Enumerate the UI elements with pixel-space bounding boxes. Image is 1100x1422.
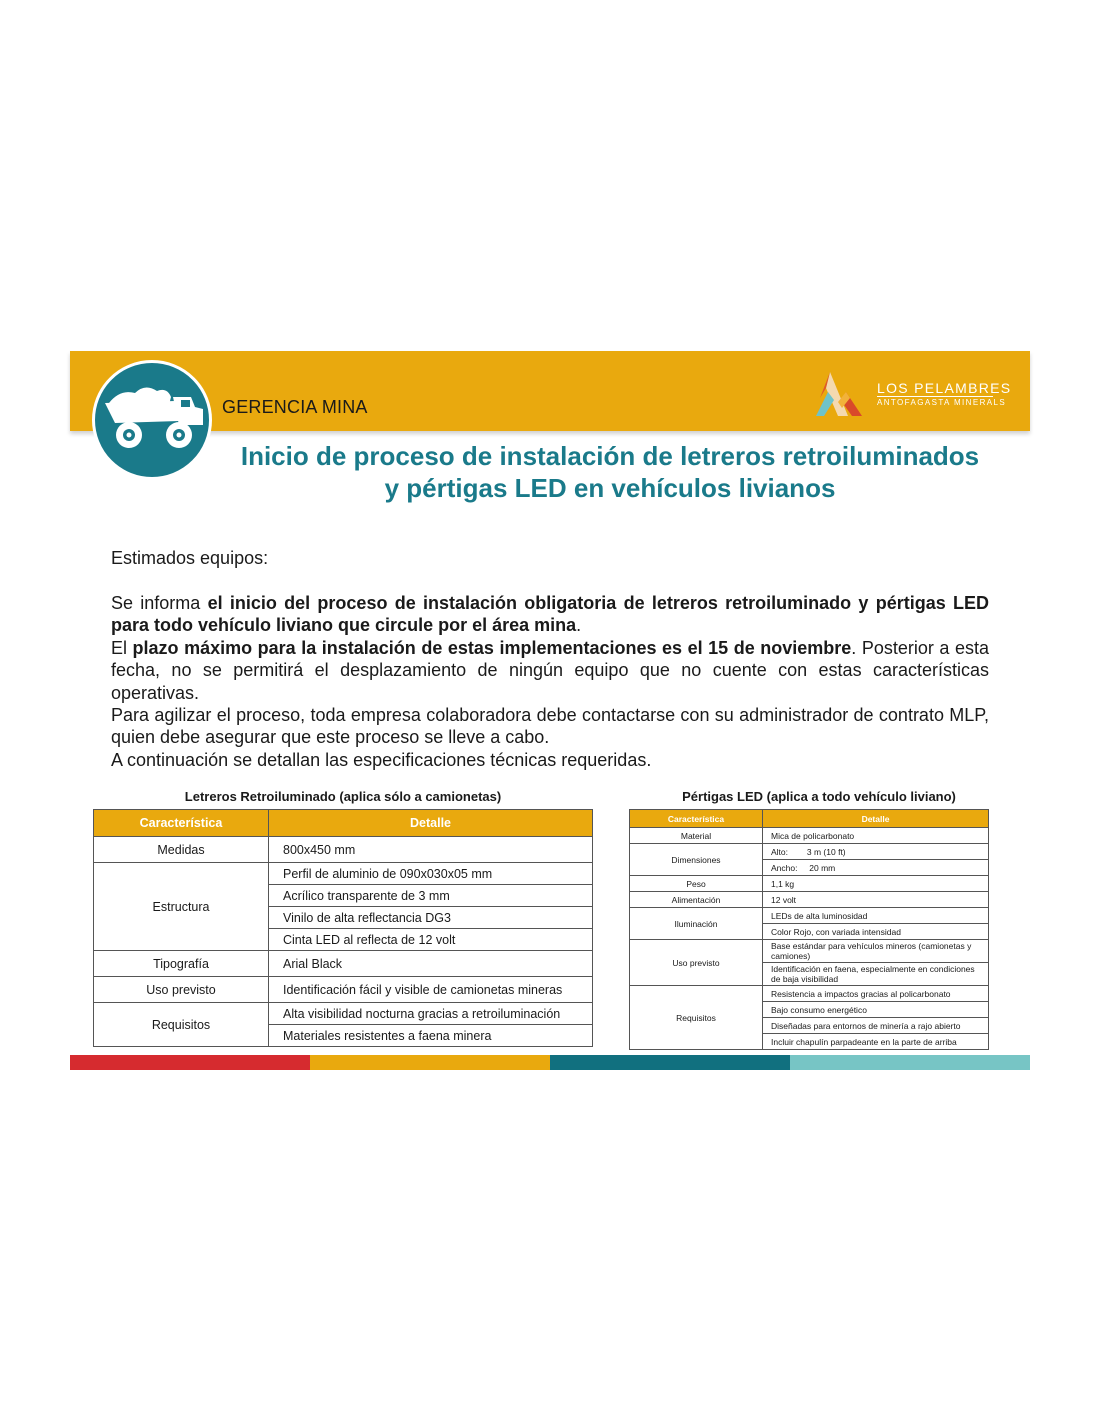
row-value: Vinilo de alta reflectancia DG3 (269, 907, 593, 929)
table-row (630, 844, 989, 860)
table-row (630, 876, 989, 892)
row-value: Diseñadas para entornos de minería a rajo abierto (763, 1018, 989, 1034)
footer-bar-light-teal (790, 1055, 1030, 1070)
row-value: Perfil de aluminio de 090x030x05 mm (269, 863, 593, 885)
mining-truck-icon (92, 360, 212, 480)
column-header: Detalle (269, 810, 593, 837)
p2-end: . Posterior a esta fecha, no se permitirá el desplazamiento de ningún equipo que no cuente con estas características operativas. (111, 637, 989, 703)
logo-subtitle: ANTOFAGASTA MINERALS (877, 398, 1007, 407)
row-value: Alto: 3 m (10 ft) (763, 844, 989, 860)
column-header: Característica (94, 810, 269, 837)
row-value: Color Rojo, con variada intensidad (763, 924, 989, 940)
paragraph-2 (111, 637, 989, 704)
footer-bar-red (70, 1055, 310, 1070)
row-value: Resistencia a impactos gracias al policarbonato (763, 986, 989, 1002)
paragraph-3: Para agilizar el proceso, toda empresa colaboradora debe contactarse con su administrador de contrato MLP, quien debe asegurar que este proceso se lleve a cabo. (111, 705, 989, 748)
table-header-row (630, 810, 989, 828)
table-row (94, 1003, 593, 1025)
table-row (94, 951, 593, 977)
row-key: Medidas (94, 837, 269, 863)
p2-bold: plazo máximo para la instalación de estas implementaciones es el 15 de noviembre (132, 637, 852, 658)
row-key: Tipografía (94, 951, 269, 977)
row-value: Mica de policarbonato (763, 828, 989, 844)
table2-caption: Pértigas LED (aplica a todo vehículo liviano) (682, 789, 956, 804)
row-value: Arial Black (269, 951, 593, 977)
row-value: 12 volt (763, 892, 989, 908)
row-value: LEDs de alta luminosidad (763, 908, 989, 924)
signs-spec-table (93, 809, 593, 1047)
p1-end: . (576, 615, 582, 636)
paragraph-1 (111, 592, 989, 637)
column-header: Característica (630, 810, 763, 828)
row-key: Requisitos (94, 1003, 269, 1047)
row-key: Uso previsto (94, 977, 269, 1003)
table-row (630, 908, 989, 924)
table-row (630, 986, 989, 1002)
row-key: Peso (630, 876, 763, 892)
table-row (630, 828, 989, 844)
table-row (630, 940, 989, 963)
table-header-row (94, 810, 593, 837)
row-key: Iluminación (630, 908, 763, 940)
department-label: GERENCIA MINA (222, 397, 368, 417)
column-header: Detalle (763, 810, 989, 828)
row-value: Cinta LED al reflecta de 12 volt (269, 929, 593, 951)
table-row (94, 837, 593, 863)
table-row (94, 977, 593, 1003)
table-row (94, 863, 593, 885)
p1-bold: el inicio del proceso de instalación obligatoria de letreros retroiluminado y pértigas LED para todo vehículo liviano que circule por el área mina (111, 593, 990, 636)
row-key: Requisitos (630, 986, 763, 1050)
p2-text: El (111, 637, 133, 658)
row-key: Alimentación (630, 892, 763, 908)
row-key: Dimensiones (630, 844, 763, 876)
row-key: Estructura (94, 863, 269, 951)
table1-caption: Letreros Retroiluminado (aplica sólo a camionetas) (184, 789, 502, 804)
row-value: Materiales resistentes a faena minera (269, 1025, 593, 1047)
title-line-2: y pértigas LED en vehículos livianos (384, 473, 836, 503)
page-title (200, 440, 1020, 504)
row-value: Incluir chapulín parpadeante en la parte de arriba (763, 1034, 989, 1050)
logo-divider (877, 396, 993, 397)
row-value: 800x450 mm (269, 837, 593, 863)
paragraph-4: A continuación se detallan las especificaciones técnicas requeridas. (111, 749, 652, 770)
row-key: Material (630, 828, 763, 844)
poles-spec-table (629, 809, 989, 1050)
row-value: Ancho: 20 mm (763, 860, 989, 876)
row-value: Identificación en faena, especialmente en condiciones de baja visibilidad (763, 963, 989, 986)
row-value: Alta visibilidad nocturna gracias a retroiluminación (269, 1003, 593, 1025)
row-value: Acrílico transparente de 3 mm (269, 885, 593, 907)
row-key: Uso previsto (630, 940, 763, 986)
announcement-body (111, 592, 989, 771)
footer-bar-teal (550, 1055, 790, 1070)
table-row (630, 892, 989, 908)
footer-bar-orange (310, 1055, 550, 1070)
row-value: Bajo consumo energético (763, 1002, 989, 1018)
p1-text: Se informa (111, 593, 208, 613)
row-value: Base estándar para vehículos mineros (camionetas y camiones) (763, 940, 989, 963)
title-line-1: Inicio de proceso de instalación de letreros retroiluminados (240, 441, 980, 471)
row-value: 1,1 kg (763, 876, 989, 892)
logo-name: LOS PELAMBRES (877, 380, 1012, 396)
row-value: Identificación fácil y visible de camionetas mineras (269, 977, 593, 1003)
greeting: Estimados equipos: (111, 548, 269, 568)
